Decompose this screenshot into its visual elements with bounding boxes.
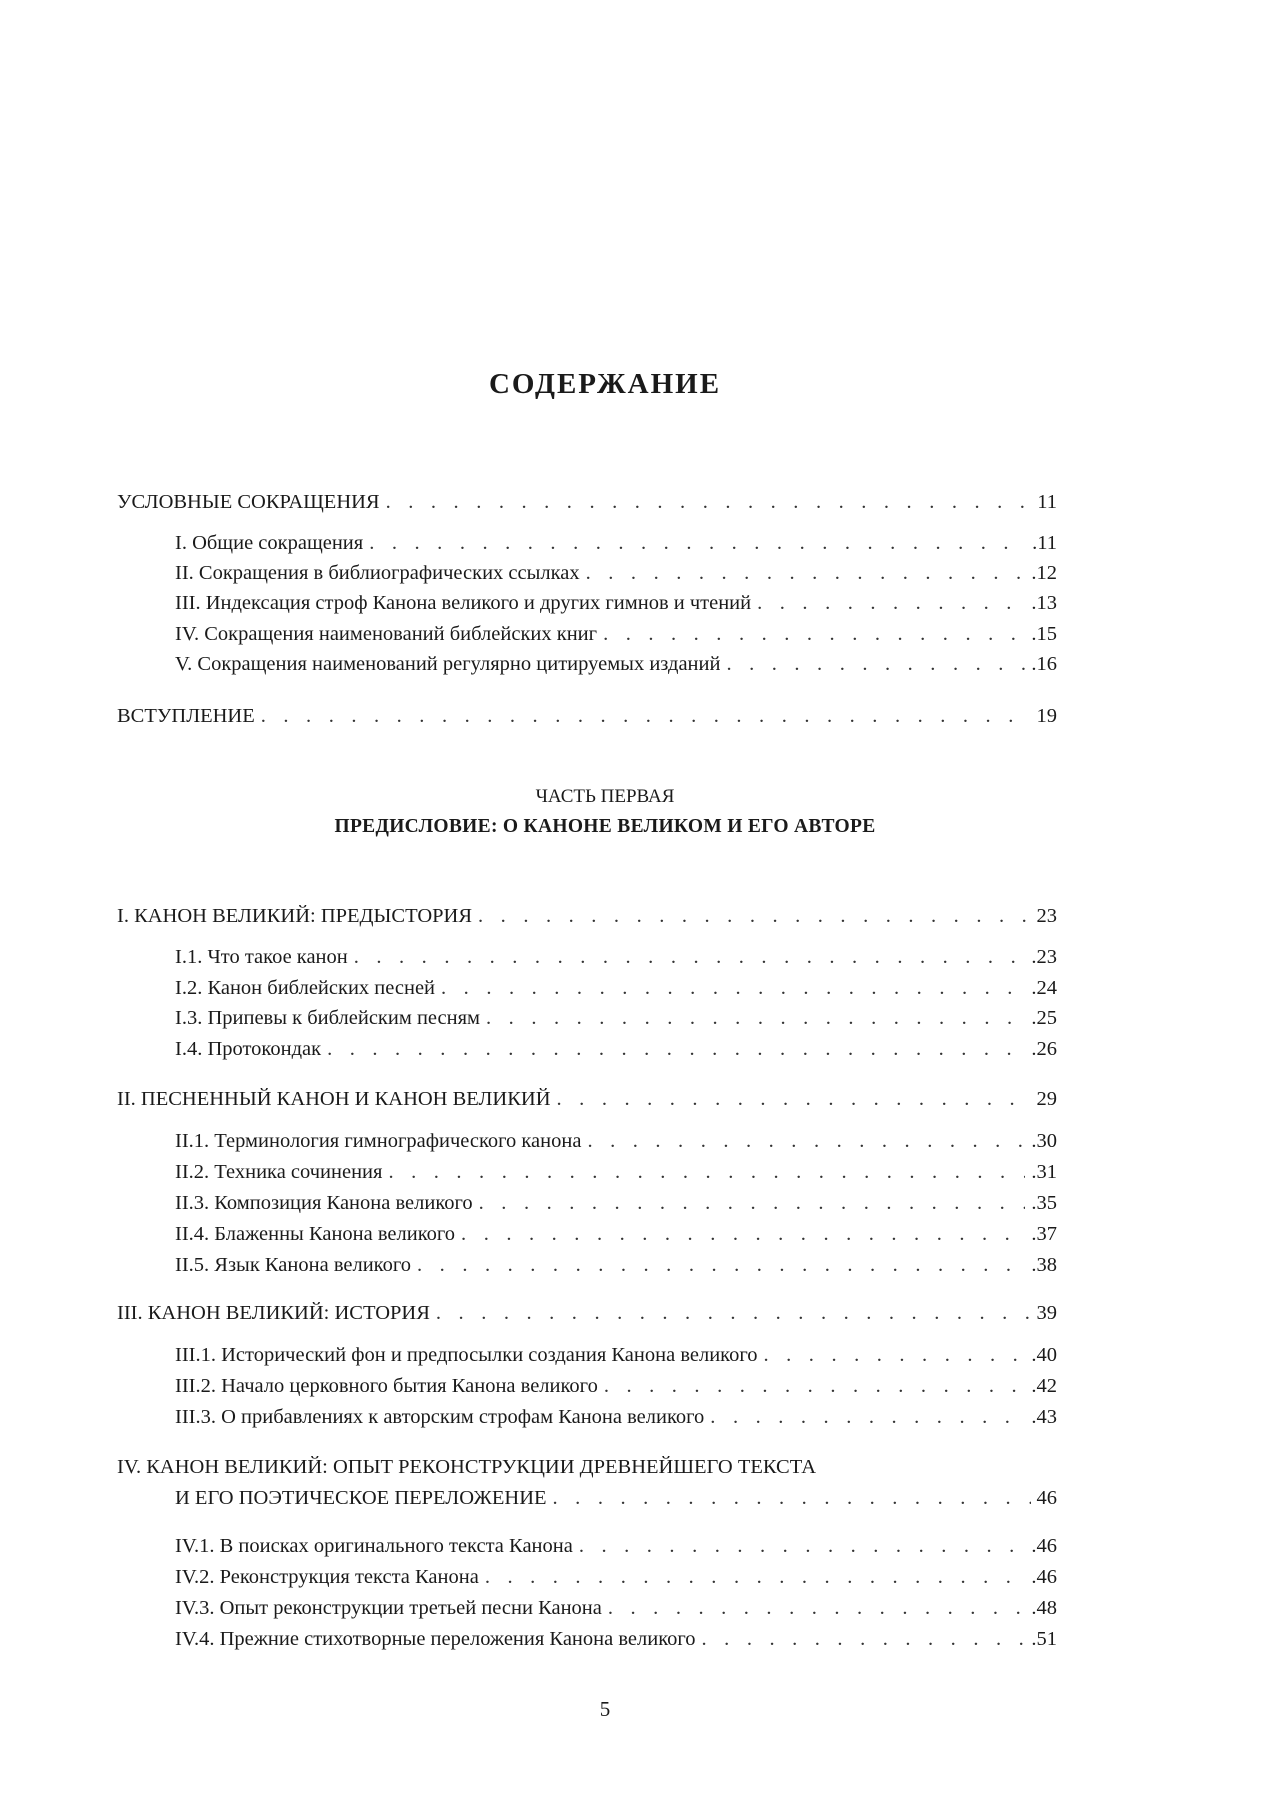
- toc-entry-label: III.2. Начало церковного бытия Канона великого: [175, 1375, 598, 1397]
- toc-entry-label: IV.3. Опыт реконструкции третьей песни Канона: [175, 1597, 602, 1619]
- dot-leader: [478, 902, 1030, 930]
- toc-page-number: .43: [1031, 1406, 1057, 1428]
- dot-leader: [757, 589, 1025, 617]
- dot-leader: [710, 1403, 1025, 1431]
- dot-leader: [479, 1189, 1026, 1217]
- toc-page-number: 19: [1036, 705, 1057, 727]
- dot-leader: [485, 1563, 1026, 1591]
- toc-entry[interactable]: [175, 1625, 1057, 1653]
- dot-leader: [261, 702, 1031, 730]
- dot-leader: [386, 488, 1032, 516]
- toc-page-number: .23: [1031, 946, 1057, 968]
- toc-page-number: .46: [1031, 1535, 1057, 1557]
- toc-entry-label: IV.1. В поисках оригинального текста Канона: [175, 1535, 573, 1557]
- toc-page-number: 11: [1037, 491, 1057, 513]
- dot-leader: [327, 1035, 1025, 1063]
- toc-entry-label: УСЛОВНЫЕ СОКРАЩЕНИЯ: [117, 491, 380, 513]
- toc-entry-introduction[interactable]: [117, 702, 1057, 730]
- toc-page-number: .48: [1031, 1597, 1057, 1619]
- toc-page-number: 46: [1036, 1487, 1057, 1509]
- toc-entry[interactable]: [175, 1220, 1057, 1248]
- toc-page-number: .12: [1031, 562, 1057, 584]
- toc-entry-label: II. Сокращения в библиографических ссылках: [175, 562, 580, 584]
- toc-chapter[interactable]: [117, 1299, 1057, 1327]
- toc-entry-label: III. КАНОН ВЕЛИКИЙ: ИСТОРИЯ: [117, 1302, 430, 1324]
- toc-chapter[interactable]: [117, 902, 1057, 930]
- toc-page-number: .15: [1031, 623, 1057, 645]
- toc-page-number: .35: [1031, 1192, 1057, 1214]
- toc-entry[interactable]: [175, 1189, 1057, 1217]
- toc-entry-label: II. ПЕСНЕННЫЙ КАНОН И КАНОН ВЕЛИКИЙ: [117, 1088, 551, 1110]
- toc-entry-label: I. Общие сокращения: [175, 532, 364, 554]
- toc-entry[interactable]: [175, 1158, 1057, 1186]
- toc-entry-label: I.3. Припевы к библейским песням: [175, 1007, 481, 1029]
- toc-entry-label: II.2. Техника сочинения: [175, 1161, 383, 1183]
- toc-chapter[interactable]: [175, 1484, 1057, 1512]
- toc-entry-label: I. КАНОН ВЕЛИКИЙ: ПРЕДЫСТОРИЯ: [117, 905, 473, 927]
- dot-leader: [388, 1158, 1025, 1186]
- toc-page-number: 29: [1036, 1088, 1057, 1110]
- toc-entry[interactable]: [175, 1372, 1057, 1400]
- dot-leader: [702, 1625, 1026, 1653]
- dot-leader: [417, 1251, 1025, 1279]
- toc-entry-label: И ЕГО ПОЭТИЧЕСКОЕ ПЕРЕЛОЖЕНИЕ: [175, 1487, 547, 1509]
- toc-page-number: .26: [1031, 1038, 1057, 1060]
- toc-page-number: .16: [1031, 653, 1057, 675]
- toc-entry-label: I.2. Канон библейских песней: [175, 977, 436, 999]
- dot-leader: [608, 1594, 1026, 1622]
- toc-chapter-heading-line[interactable]: IV. КАНОН ВЕЛИКИЙ: ОПЫТ РЕКОНСТРУКЦИИ ДРЕВНЕЙШЕГО ТЕКСТА: [117, 1456, 817, 1478]
- toc-entry[interactable]: [175, 1251, 1057, 1279]
- toc-entry[interactable]: [175, 974, 1057, 1002]
- dot-leader: [441, 974, 1025, 1002]
- toc-page-number: .31: [1031, 1161, 1057, 1183]
- toc-entry-label: ВСТУПЛЕНИЕ: [117, 705, 255, 727]
- toc-entry[interactable]: [175, 1532, 1057, 1560]
- toc-page-number: .40: [1031, 1344, 1057, 1366]
- dot-leader: [486, 1004, 1025, 1032]
- toc-page-number: 39: [1036, 1302, 1057, 1324]
- toc-page-number: .37: [1031, 1223, 1057, 1245]
- toc-entry[interactable]: [175, 620, 1057, 648]
- toc-entry[interactable]: [175, 1127, 1057, 1155]
- dot-leader: [369, 529, 1026, 557]
- toc-entry-label: IV. Сокращения наименований библейских книг: [175, 623, 598, 645]
- dot-leader: [764, 1341, 1026, 1369]
- toc-entry[interactable]: [175, 529, 1057, 557]
- toc-entry-label: II.4. Блаженны Канона великого: [175, 1223, 456, 1245]
- toc-page-number: .11: [1032, 532, 1057, 554]
- toc-page-number: .13: [1031, 592, 1057, 614]
- toc-entry[interactable]: [175, 1403, 1057, 1431]
- toc-entry[interactable]: [175, 589, 1057, 617]
- toc-entry[interactable]: [175, 1341, 1057, 1369]
- toc-entry-label: II.3. Композиция Канона великого: [175, 1192, 473, 1214]
- toc-page-number: .51: [1031, 1628, 1057, 1650]
- dot-leader: [604, 1372, 1026, 1400]
- toc-entry-label: II.1. Терминология гимнографического канона: [175, 1130, 582, 1152]
- toc-entry-abbreviations[interactable]: [117, 488, 1057, 516]
- toc-entry-label: I.1. Что такое канон: [175, 946, 348, 968]
- toc-entry[interactable]: [175, 1004, 1057, 1032]
- toc-page-number: .46: [1031, 1566, 1057, 1588]
- part-label: ЧАСТЬ ПЕРВАЯ: [535, 786, 675, 807]
- toc-entry[interactable]: [175, 1563, 1057, 1591]
- page-number: 5: [599, 1697, 611, 1721]
- toc-page-number: .25: [1031, 1007, 1057, 1029]
- toc-page-number: 23: [1036, 905, 1057, 927]
- dot-leader: [603, 620, 1025, 648]
- toc-page-number: .38: [1031, 1254, 1057, 1276]
- toc-page-number: .24: [1031, 977, 1057, 999]
- dot-leader: [553, 1484, 1031, 1512]
- toc-entry-label: V. Сокращения наименований регулярно цитируемых изданий: [175, 653, 721, 675]
- dot-leader: [354, 943, 1026, 971]
- toc-entry-label: III.1. Исторический фон и предпосылки создания Канона великого: [175, 1344, 758, 1366]
- dot-leader: [461, 1220, 1025, 1248]
- toc-entry-label: III. Индексация строф Канона великого и других гимнов и чтений: [175, 592, 752, 614]
- dot-leader: [586, 559, 1026, 587]
- toc-chapter[interactable]: [117, 1085, 1057, 1113]
- toc-entry[interactable]: [175, 1594, 1057, 1622]
- dot-leader: [557, 1085, 1031, 1113]
- toc-page-number: .30: [1031, 1130, 1057, 1152]
- toc-entry[interactable]: [175, 1035, 1057, 1063]
- toc-entry[interactable]: [175, 559, 1057, 587]
- toc-entry-label: II.5. Язык Канона великого: [175, 1254, 412, 1276]
- page-title: СОДЕРЖАНИЕ: [488, 368, 722, 400]
- toc-entry-label: I.4. Протокондак: [175, 1038, 322, 1060]
- dot-leader: [579, 1532, 1026, 1560]
- part-title: ПРЕДИСЛОВИЕ: О КАНОНЕ ВЕЛИКОМ И ЕГО АВТОРЕ: [334, 816, 876, 837]
- toc-page-number: .42: [1031, 1375, 1057, 1397]
- toc-entry-label: IV.4. Прежние стихотворные переложения Канона великого: [175, 1628, 696, 1650]
- dot-leader: [436, 1299, 1031, 1327]
- toc-entry[interactable]: [175, 650, 1057, 678]
- toc-entry[interactable]: [175, 943, 1057, 971]
- toc-entry-label: IV.2. Реконструкция текста Канона: [175, 1566, 479, 1588]
- dot-leader: [726, 650, 1025, 678]
- toc-entry-label: III.3. О прибавлениях к авторским строфам Канона великого: [175, 1406, 705, 1428]
- dot-leader: [587, 1127, 1025, 1155]
